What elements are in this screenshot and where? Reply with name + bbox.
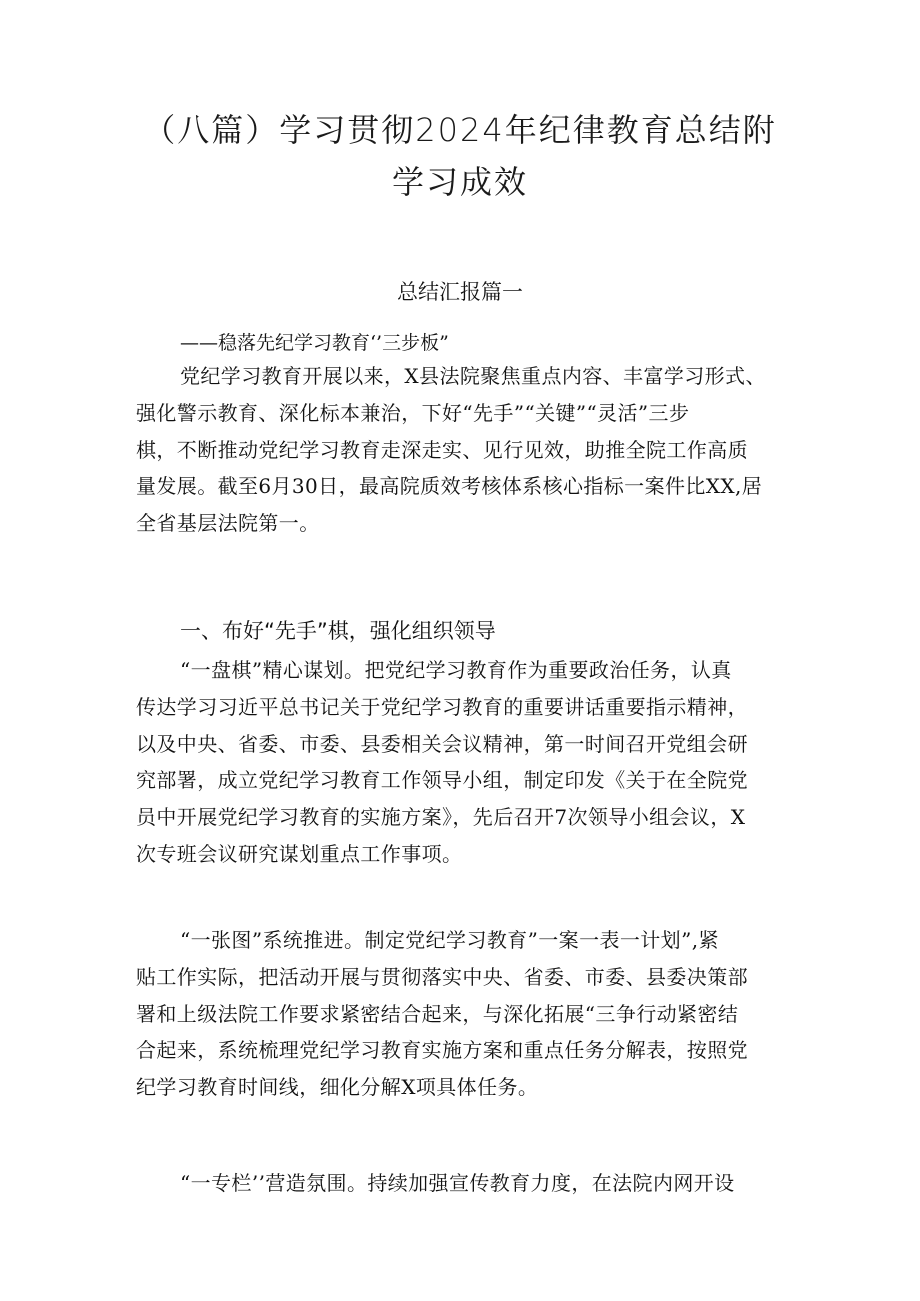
subtitle: ——稳落先纪学习教育‘’三步板” — [180, 332, 449, 354]
paragraph-intro — [136, 358, 796, 542]
text-line: 棋，不断推动党纪学习教育走深走实、见行见效，助推全院工作高质 — [136, 437, 748, 462]
text-line: 员中开展党纪学习教育的实施方案》，先后召开7次领导小组会议，X — [136, 805, 746, 830]
text-line: 全省基层法院第一。 — [136, 511, 320, 536]
section-title: 总结汇报篇一 — [397, 280, 523, 304]
text-line: 量发展。截至6月30日，最高院质效考核体系核心指标一案件比XX,居 — [136, 474, 763, 499]
text-line: 传达学习习近平总书记关于党纪学习教育的重要讲话重要指示精神， — [136, 694, 748, 719]
text-line: 纪学习教育时间线，细化分解X项具体任务。 — [136, 1075, 539, 1100]
paragraph-column — [136, 1165, 796, 1202]
text-line: 贴工作实际，把活动开展与贯彻落实中央、省委、市委、县委决策部 — [136, 964, 748, 989]
text-line: “一专栏’’营造氛围。持续加强宣传教育力度，在法院内网开设 — [180, 1171, 735, 1195]
document-title — [100, 104, 820, 208]
title-line: 学习成效 — [391, 163, 528, 201]
section-heading: 一、布好“先手”棋，强化组织领导 — [180, 619, 496, 643]
text-line: 次专班会议研究谋划重点工作事项。 — [136, 841, 463, 866]
text-line: 强化警示教育、深化标本兼治，下好“先手”“关键”“灵活”三步 — [136, 400, 690, 425]
text-line: “一盘棋”精心谋划。把党纪学习教育作为重要政治任务，认真 — [180, 658, 732, 682]
title-line: （八篇）学习贯彻2024年纪律教育总结附 — [143, 111, 777, 149]
text-line: 合起来，系统梳理党纪学习教育实施方案和重点任务分解表，按照党 — [136, 1038, 748, 1063]
paragraph-promotion — [136, 922, 796, 1106]
text-line: 署和上级法院工作要求紧密结合起来，与深化拓展“三争行动紧密结 — [136, 1001, 739, 1026]
text-line: 究部署，成立党纪学习教育工作领导小组，制定印发《关于在全院党 — [136, 768, 748, 793]
text-line: “一张图”系统推进。制定党纪学习教育”一案一表一计划”,紧 — [180, 928, 719, 952]
paragraph-planning — [136, 652, 796, 873]
text-line: 以及中央、省委、市委、县委相关会议精神，第一时间召开党组会研 — [136, 731, 748, 756]
text-line: 党纪学习教育开展以来，X县法院聚焦重点内容、丰富学习形式、 — [180, 364, 766, 388]
